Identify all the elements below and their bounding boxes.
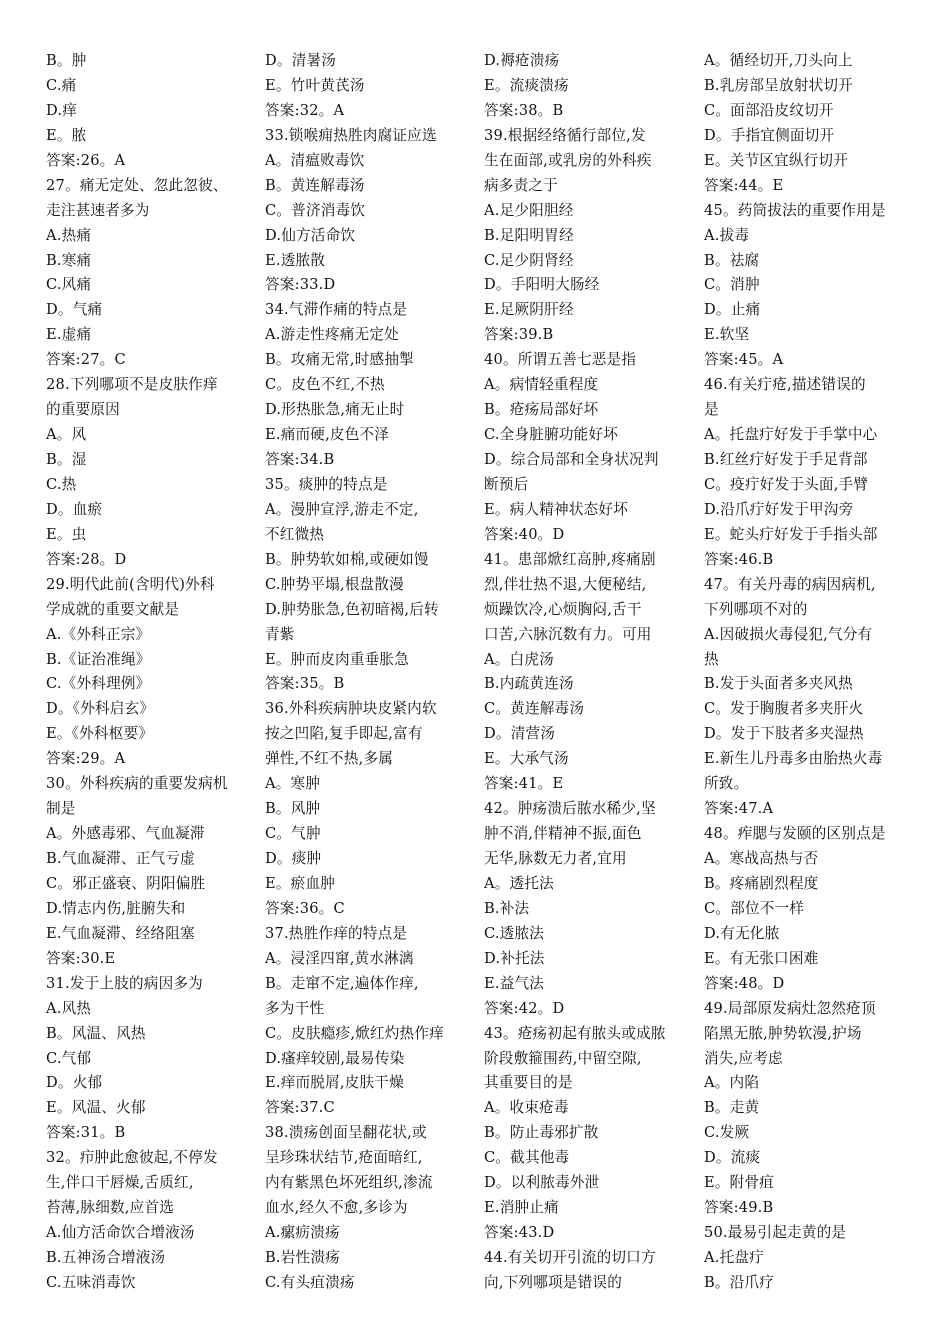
question-line: 28.下列哪项不是皮肤作痒	[46, 376, 218, 394]
text-line: 呈珍珠状结节,疮面暗红,	[265, 1149, 423, 1167]
option-line: B.寒痛	[46, 251, 92, 269]
option-line: A.热痛	[46, 226, 92, 244]
option-line: C。黄连解毒汤	[484, 700, 585, 718]
answer-line: 答案:32。A	[265, 101, 345, 119]
option-line: B。风温、风热	[46, 1024, 146, 1042]
option-line: A。透托法	[484, 874, 554, 892]
option-line: D。综合局部和全身状况判	[484, 451, 659, 468]
option-line: A。风	[46, 426, 87, 444]
question-line: 40。所谓五善七恶是指	[484, 351, 637, 369]
option-line: B.《证治准绳》	[46, 650, 151, 668]
option-line: E.透脓散	[265, 251, 326, 269]
option-line: C.发厥	[704, 1124, 750, 1142]
text-line: 向,下列哪项是错误的	[484, 1273, 622, 1291]
text-line: 口苦,六脉沉数有力。可用	[484, 625, 652, 643]
option-line: C.热	[46, 475, 77, 493]
option-line: B.乳房部呈放射状切开	[704, 76, 853, 94]
answer-line: 答案:27。C	[46, 351, 126, 369]
answer-line: 答案:37.C	[265, 1099, 335, 1117]
option-line: B。疮疡局部好坏	[484, 401, 599, 419]
option-line: E.益气法	[484, 974, 545, 992]
answer-line: 答案:36。C	[265, 899, 345, 917]
option-line: E.气血凝滞、经络阻塞	[46, 924, 195, 942]
option-line: B.岩性溃疡	[265, 1249, 340, 1266]
option-line: E。《外科枢要》	[46, 725, 154, 743]
question-line: 43。疮疡初起有脓头或成脓	[484, 1024, 666, 1042]
answer-line: 答案:42。D	[484, 999, 565, 1017]
text-column-1	[46, 49, 258, 1296]
option-line: D.情志内伤,脏腑失和	[46, 899, 186, 917]
question-line: 48。痄腮与发颐的区别点是	[704, 825, 886, 843]
option-line: B.红丝疔好发于手足背部	[704, 451, 868, 468]
question-line: 45。药筒拔法的重要作用是	[704, 201, 886, 219]
question-line: 33.锁喉痈热胜肉腐证应选	[265, 126, 437, 144]
text-line: 生在面部,或乳房的外科疾	[484, 151, 652, 169]
text-line: 断预后	[484, 475, 529, 493]
option-line: D.沿爪疔好发于甲沟旁	[704, 500, 854, 518]
text-line: 陷黑无脓,肿势软漫,护场	[704, 1024, 862, 1042]
option-line: B。走黄	[704, 1099, 760, 1117]
option-line: A.风热	[46, 999, 92, 1017]
option-line: D.痒	[46, 101, 78, 119]
option-line: B.内疏黄连汤	[484, 675, 574, 693]
option-line: B。风肿	[265, 800, 321, 818]
option-line: A。收束疮毒	[484, 1099, 569, 1117]
option-line: A。寒战高热与否	[704, 850, 819, 867]
text-line: 所致。	[704, 775, 749, 793]
option-line: A。病情轻重程度	[484, 376, 599, 394]
option-line: C.痛	[46, 76, 77, 94]
option-line: C。部位不一样	[704, 899, 805, 917]
text-line: 烦躁饮冷,心烦胸闷,舌干	[484, 600, 642, 618]
question-line: 38.溃疡创面呈翻花状,或	[265, 1124, 427, 1142]
text-line: 阶段敷箍围药,中留空隙,	[484, 1049, 642, 1067]
question-line: 42。肿疡溃后脓水稀少,坚	[484, 800, 656, 818]
answer-line: 答案:28。D	[46, 550, 127, 568]
option-line: D。手指宜侧面切开	[704, 126, 835, 144]
option-line: B.气血凝滞、正气亏虚	[46, 850, 195, 867]
text-line: 下列哪项不对的	[704, 600, 808, 618]
option-line: A。浸淫四窜,黄水淋漓	[265, 949, 414, 967]
option-line: A.足少阳胆经	[484, 201, 574, 219]
answer-line: 答案:41。E	[484, 775, 564, 793]
answer-line: 答案:38。B	[484, 101, 564, 119]
answer-line: 答案:44。E	[704, 176, 784, 194]
option-line: A。内陷	[704, 1074, 760, 1092]
text-line: 生,伴口干唇燥,舌质红,	[46, 1174, 194, 1192]
option-line: B。祛腐	[704, 251, 760, 269]
option-line: D.补托法	[484, 949, 545, 967]
text-line: 血水,经久不愈,多诊为	[265, 1199, 408, 1217]
text-line: 热	[704, 650, 719, 668]
question-line: 44.有关切开引流的切口方	[484, 1249, 656, 1266]
option-line: E.痛而硬,皮色不泽	[265, 426, 390, 444]
option-line: B.发于头面者多夹风热	[704, 675, 853, 693]
option-line: B。走窜不定,遍体作痒,	[265, 974, 419, 992]
option-line: E。附骨疽	[704, 1174, 775, 1192]
question-line: 36.外科疾病肿块皮紧内软	[265, 700, 437, 718]
option-line: E。脓	[46, 126, 87, 144]
option-line: C.《外科理例》	[46, 675, 151, 693]
option-line: E。蛇头疔好发于手指头部	[704, 525, 878, 543]
question-line: 47。有关丹毒的病因病机,	[704, 575, 876, 593]
option-line: E.足厥阴肝经	[484, 301, 574, 319]
question-line: 39.根据经络循行部位,发	[484, 126, 646, 144]
text-column-2	[265, 49, 477, 1296]
text-line: 是	[704, 401, 719, 419]
option-line: D。痰肿	[265, 850, 322, 867]
text-line: 学成就的重要文献是	[46, 600, 180, 618]
option-line: B。肿	[46, 52, 87, 69]
question-line: 32。疖肿此愈彼起,不停发	[46, 1149, 218, 1167]
option-line: D。手阳明大肠经	[484, 276, 600, 294]
option-line: E.虚痛	[46, 326, 92, 344]
answer-line: 答案:29。A	[46, 750, 126, 768]
question-line: 50.最易引起走黄的是	[704, 1224, 847, 1242]
option-line: D。发于下肢者多夹湿热	[704, 725, 864, 743]
answer-line: 答案:39.B	[484, 326, 554, 344]
text-line: 内有紫黑色坏死组织,渗流	[265, 1174, 433, 1192]
option-line: E。风温、火郁	[46, 1099, 146, 1117]
option-line: B。肿势软如棉,或硬如馒	[265, 550, 429, 568]
text-line: 无华,脉数无力者,宜用	[484, 850, 627, 867]
text-line: 病多责之于	[484, 176, 558, 194]
option-line: E.痒而脱屑,皮肤干燥	[265, 1074, 404, 1092]
option-line: C.透脓法	[484, 924, 545, 942]
option-line: D.形热胀急,痛无止时	[265, 401, 405, 419]
text-line: 肿不消,伴精神不振,面色	[484, 825, 642, 843]
question-line: 27。痛无定处、忽此忽彼、	[46, 176, 228, 194]
option-line: B。攻痛无常,时感抽掣	[265, 351, 414, 369]
option-line: D。气痛	[46, 301, 103, 319]
answer-line: 答案:34.B	[265, 451, 335, 468]
option-line: A。清瘟败毒饮	[265, 151, 365, 169]
option-line: E。虫	[46, 525, 87, 543]
option-line: C.肿势平塌,根盘散漫	[265, 575, 404, 593]
answer-line: 答案:26。A	[46, 151, 126, 169]
option-line: A.因破损火毒侵犯,气分有	[704, 625, 873, 643]
option-line: C。邪正盛衰、阴阳偏胜	[46, 874, 206, 892]
option-line: C.足少阴肾经	[484, 251, 574, 269]
answer-line: 答案:43.D	[484, 1224, 555, 1242]
answer-line: 答案:33.D	[265, 276, 336, 294]
option-line: B。湿	[46, 451, 87, 468]
question-line: 46.有关疔疮,描述错误的	[704, 376, 866, 394]
option-line: E。病人精神状态好坏	[484, 500, 628, 518]
option-line: B。黄连解毒汤	[265, 176, 365, 194]
option-line: D。流痰	[704, 1149, 761, 1167]
option-line: D。火郁	[46, 1074, 103, 1092]
answer-line: 答案:47.A	[704, 800, 774, 818]
option-line: A。漫肿宣浮,游走不定,	[265, 500, 419, 518]
text-line: 其重要目的是	[484, 1074, 573, 1092]
option-line: E。关节区宜纵行切开	[704, 151, 848, 169]
answer-line: 答案:45。A	[704, 351, 784, 369]
option-line: E.消肿止痛	[484, 1199, 559, 1217]
option-line: D.仙方活命饮	[265, 226, 356, 244]
text-line: 烈,伴壮热不退,大便秘结,	[484, 575, 647, 593]
option-line: C。皮色不红,不热	[265, 376, 385, 394]
text-line: 的重要原因	[46, 401, 120, 419]
option-line: C.全身脏腑功能好坏	[484, 426, 619, 444]
option-line: A.《外科正宗》	[46, 625, 151, 643]
option-line: D.有无化脓	[704, 924, 780, 942]
text-line: 多为干性	[265, 999, 325, 1017]
option-line: C。皮肤瘾疹,焮红灼热作痒	[265, 1024, 444, 1042]
option-line: A.拔毒	[704, 226, 750, 244]
option-line: B。疼痛剧烈程度	[704, 874, 819, 892]
option-line: B.五神汤合增液汤	[46, 1249, 166, 1266]
option-line: C。消肿	[704, 276, 760, 294]
option-line: A。白虎汤	[484, 650, 554, 668]
text-column-3	[484, 49, 696, 1296]
option-line: A.瘰疬溃疡	[265, 1224, 340, 1242]
text-line: 走注甚速者多为	[46, 201, 150, 219]
option-line: E.新生儿丹毒多由胎热火毒	[704, 750, 883, 768]
option-line: C.风痛	[46, 276, 92, 294]
question-line: 49.局部原发病灶忽然疮顶	[704, 999, 876, 1017]
option-line: A.仙方活命饮合增液汤	[46, 1224, 195, 1242]
question-line: 35。痰肿的特点是	[265, 475, 388, 493]
option-line: E。流痰溃疡	[484, 76, 569, 94]
option-line: B.补法	[484, 899, 530, 917]
option-line: C.五味消毒饮	[46, 1273, 136, 1291]
text-line: 青紫	[265, 625, 295, 643]
answer-line: 答案:49.B	[704, 1199, 774, 1217]
option-line: D.瘙痒较剧,最易传染	[265, 1049, 405, 1067]
text-line: 消失,应考虑	[704, 1049, 783, 1067]
option-line: C。气肿	[265, 825, 321, 843]
option-line: D。止痛	[704, 301, 761, 319]
option-line: B。沿爪疗	[704, 1273, 775, 1291]
option-line: D。清营汤	[484, 725, 556, 743]
option-line: A.游走性疼痛无定处	[265, 326, 399, 344]
option-line: D.肿势胀急,色初暗褐,后转	[265, 600, 439, 618]
text-line: 弹性,不红不热,多属	[265, 750, 394, 768]
question-line: 30。外科疾病的重要发病机	[46, 775, 228, 793]
text-line: 制是	[46, 800, 76, 818]
option-line: C。截其他毒	[484, 1149, 570, 1167]
option-line: A。托盘疔好发于手掌中心	[704, 426, 878, 444]
option-line: C。普济消毒饮	[265, 201, 366, 219]
option-line: A。寒肿	[265, 775, 321, 793]
option-line: E。有无张口困难	[704, 949, 819, 967]
answer-line: 答案:48。D	[704, 974, 785, 992]
answer-line: 答案:30.E	[46, 949, 116, 967]
text-line: 按之凹陷,复手即起,富有	[265, 725, 423, 743]
question-line: 34.气滞作痛的特点是	[265, 301, 408, 319]
option-line: A。外感毒邪、气血凝滞	[46, 825, 205, 843]
answer-line: 答案:31。B	[46, 1124, 126, 1142]
option-line: E.软坚	[704, 326, 750, 344]
option-line: D。以利脓毒外泄	[484, 1174, 600, 1192]
option-line: C.有头疽溃疡	[265, 1273, 355, 1291]
option-line: E。瘀血肿	[265, 874, 336, 892]
option-line: E。竹叶黄芪汤	[265, 76, 365, 94]
text-line: 不红微热	[265, 525, 325, 543]
question-line: 37.热胜作痒的特点是	[265, 924, 408, 942]
option-line: C。疫疔好发于头面,手臂	[704, 475, 869, 493]
option-line: A.托盘疔	[704, 1249, 764, 1266]
option-line: B.足阳明胃经	[484, 226, 574, 244]
option-line: D。清暑汤	[265, 52, 337, 69]
text-column-4	[704, 49, 916, 1296]
answer-line: 答案:35。B	[265, 675, 345, 693]
option-line: D.褥疮溃疡	[484, 52, 560, 69]
option-line: B。防止毒邪扩散	[484, 1124, 599, 1142]
question-line: 31.发于上肢的病因多为	[46, 974, 203, 992]
option-line: E。大承气汤	[484, 750, 569, 768]
answer-line: 答案:40。D	[484, 525, 565, 543]
option-line: D。血瘀	[46, 500, 103, 518]
option-line: C。发于胸腹者多夹肝火	[704, 700, 864, 718]
option-line: D。《外科启玄》	[46, 700, 155, 718]
option-line: A。循经切开,刀头向上	[704, 52, 853, 69]
text-line: 苔薄,脉细数,应首选	[46, 1199, 175, 1217]
option-line: C。面部沿皮纹切开	[704, 101, 834, 119]
question-line: 29.明代此前(含明代)外科	[46, 575, 215, 593]
question-line: 41。患部焮红高肿,疼痛剧	[484, 550, 656, 568]
option-line: C.气郁	[46, 1049, 92, 1067]
option-line: E。肿而皮肉重垂胀急	[265, 650, 409, 668]
answer-line: 答案:46.B	[704, 550, 774, 568]
